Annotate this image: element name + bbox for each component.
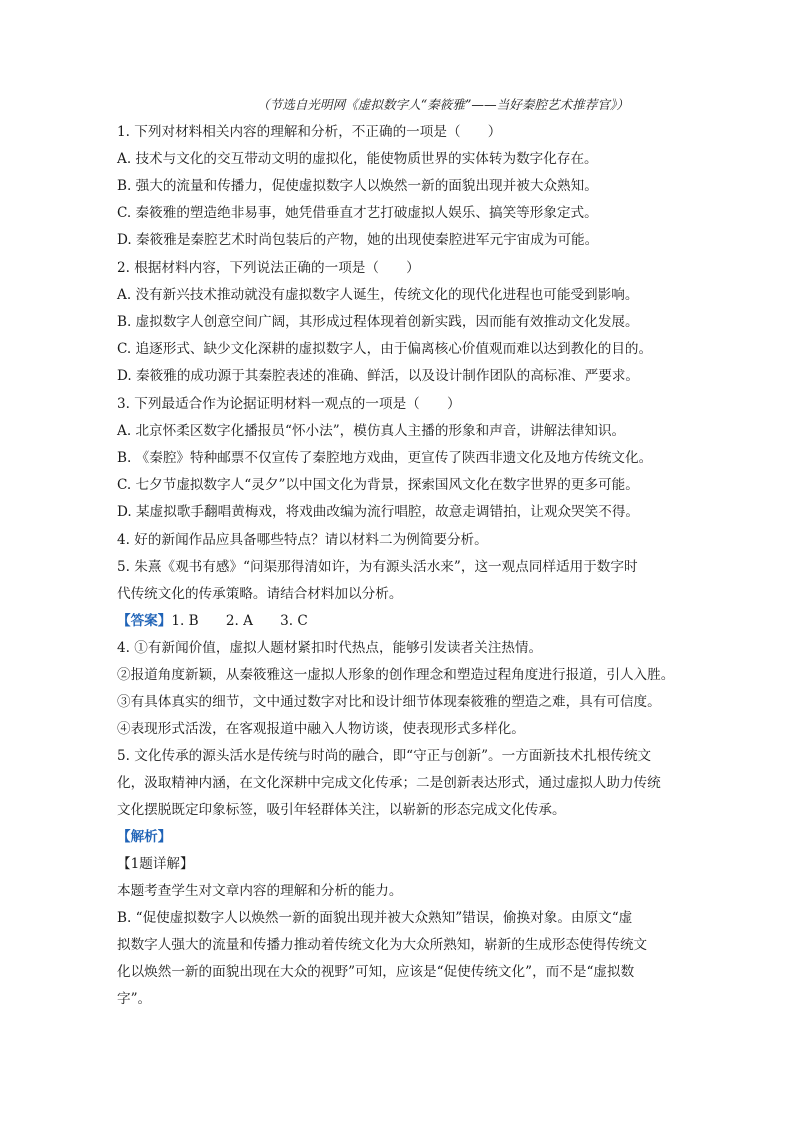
answer-5-line-3: 文化摆脱既定印象标签，吸引年轻群体关注，以崭新的形态完成文化传承。 [117,802,566,818]
answer-choices: 1. B 2. A 3. C [171,613,308,629]
analysis-paragraph-2-line-3: 化以焕然一新的面貌出现在大众的视野”可知，应该是“促使传统文化”，而不是“虚拟数 [117,964,635,980]
question-1-option-c: C. 秦筱雅的塑造绝非易事，她凭借垂直才艺打破虚拟人娱乐、搞笑等形象定式。 [117,205,598,221]
question-1-option-b: B. 强大的流量和传播力，促使虚拟数字人以焕然一新的面貌出现并被大众熟知。 [117,178,598,194]
question-2-option-b: B. 虚拟数字人创意空间广阔，其形成过程体现着创新实践，因而能有效推动文化发展。 [117,314,639,330]
analysis-paragraph-2-line-4: 字”。 [117,991,152,1007]
answer-4-point-2: ②报道角度新颖，从秦筱雅这一虚拟人形象的创作理念和塑造过程角度进行报道，引人入胜。 [117,667,675,683]
question-3-option-b: B. 《秦腔》特种邮票不仅宣传了秦腔地方戏曲，更宣传了陕西非遗文化及地方传统文化。 [117,450,653,466]
analysis-tag: 【解析】 [117,829,172,845]
question-5-stem-line-2: 代传统文化的传承策略。请结合材料加以分析。 [117,586,403,602]
question-2-option-a: A. 没有新兴技术推动就没有虚拟数字人诞生，传统文化的现代化进程也可能受到影响。 [117,287,639,303]
question-2-stem: 2. 根据材料内容，下列说法正确的一项是（ ） [117,260,420,276]
answer-5-line-2: 化，汲取精神内涵，在文化深耕中完成文化传承；二是创新表达形式，通过虚拟人助力传统 [117,775,661,791]
question-3-option-d: D. 某虚拟歌手翻唱黄梅戏，将戏曲改编为流行唱腔，故意走调错拍，让观众哭笑不得。 [117,504,640,520]
analysis-paragraph-1: 本题考查学生对文章内容的理解和分析的能力。 [117,883,403,899]
question-1-stem: 1. 下列对材料相关内容的理解和分析，不正确的一项是（ ） [117,124,502,140]
question-2-option-d: D. 秦筱雅的成功源于其秦腔表述的准确、鲜活，以及设计制作团队的高标准、严要求。 [117,368,640,384]
question-1-option-a: A. 技术与文化的交互带动文明的虚拟化，能使物质世界的实体转为数字化存在。 [117,151,598,167]
question-3-stem: 3. 下列最适合作为论据证明材料一观点的一项是（ ） [117,396,461,412]
question-1-option-d: D. 秦筱雅是秦腔艺术时尚包装后的产物，她的出现使秦腔进军元宇宙成为可能。 [117,232,599,248]
answer-4-point-1: 4. ①有新闻价值，虚拟人题材紧扣时代热点，能够引发读者关注热情。 [117,640,543,656]
answer-row [117,611,687,631]
answer-4-point-3: ③有具体真实的细节，文中通过数字对比和设计细节体现秦筱雅的塑造之难，具有可信度。 [117,694,661,710]
analysis-paragraph-2-line-2: 拟数字人强大的流量和传播力推动着传统文化为大众所熟知，崭新的生成形态使得传统文 [117,937,648,953]
question-5-stem-line-1: 5. 朱熹《观书有感》“问渠那得清如许，为有源头活水来”，这一观点同样适用于数字时 [117,559,638,575]
answer-4-point-4: ④表现形式活泼，在客观报道中融入人物访谈，使表现形式多样化。 [117,721,525,737]
answer-5-line-1: 5. 文化传承的源头活水是传统与时尚的融合，即“守正与创新”。一方面新技术扎根传统文 [117,748,652,764]
answer-tag: 【答案】 [117,613,172,629]
question-4-stem: 4. 好的新闻作品应具备哪些特点？请以材料二为例简要分析。 [117,532,488,548]
analysis-paragraph-2-line-1: B. “促使虚拟数字人以焕然一新的面貌出现并被大众熟知”错误，偷换对象。由原文“虚 [117,910,633,926]
source-citation: （节选自光明网《虚拟数字人“秦筱雅”——当好秦腔艺术推荐官》） [257,97,629,112]
question-2-option-c: C. 追逐形式、缺少文化深耕的虚拟数字人，由于偏离核心价值观而难以达到教化的目的。 [117,341,653,357]
question-3-option-a: A. 北京怀柔区数字化播报员“怀小法”，模仿真人主播的形象和声音，讲解法律知识。 [117,423,626,439]
analysis-q1-heading: 【1题详解】 [117,856,194,872]
question-3-option-c: C. 七夕节虚拟数字人“灵夕”以中国文化为背景，探索国风文化在数字世界的更多可能。 [117,477,639,493]
